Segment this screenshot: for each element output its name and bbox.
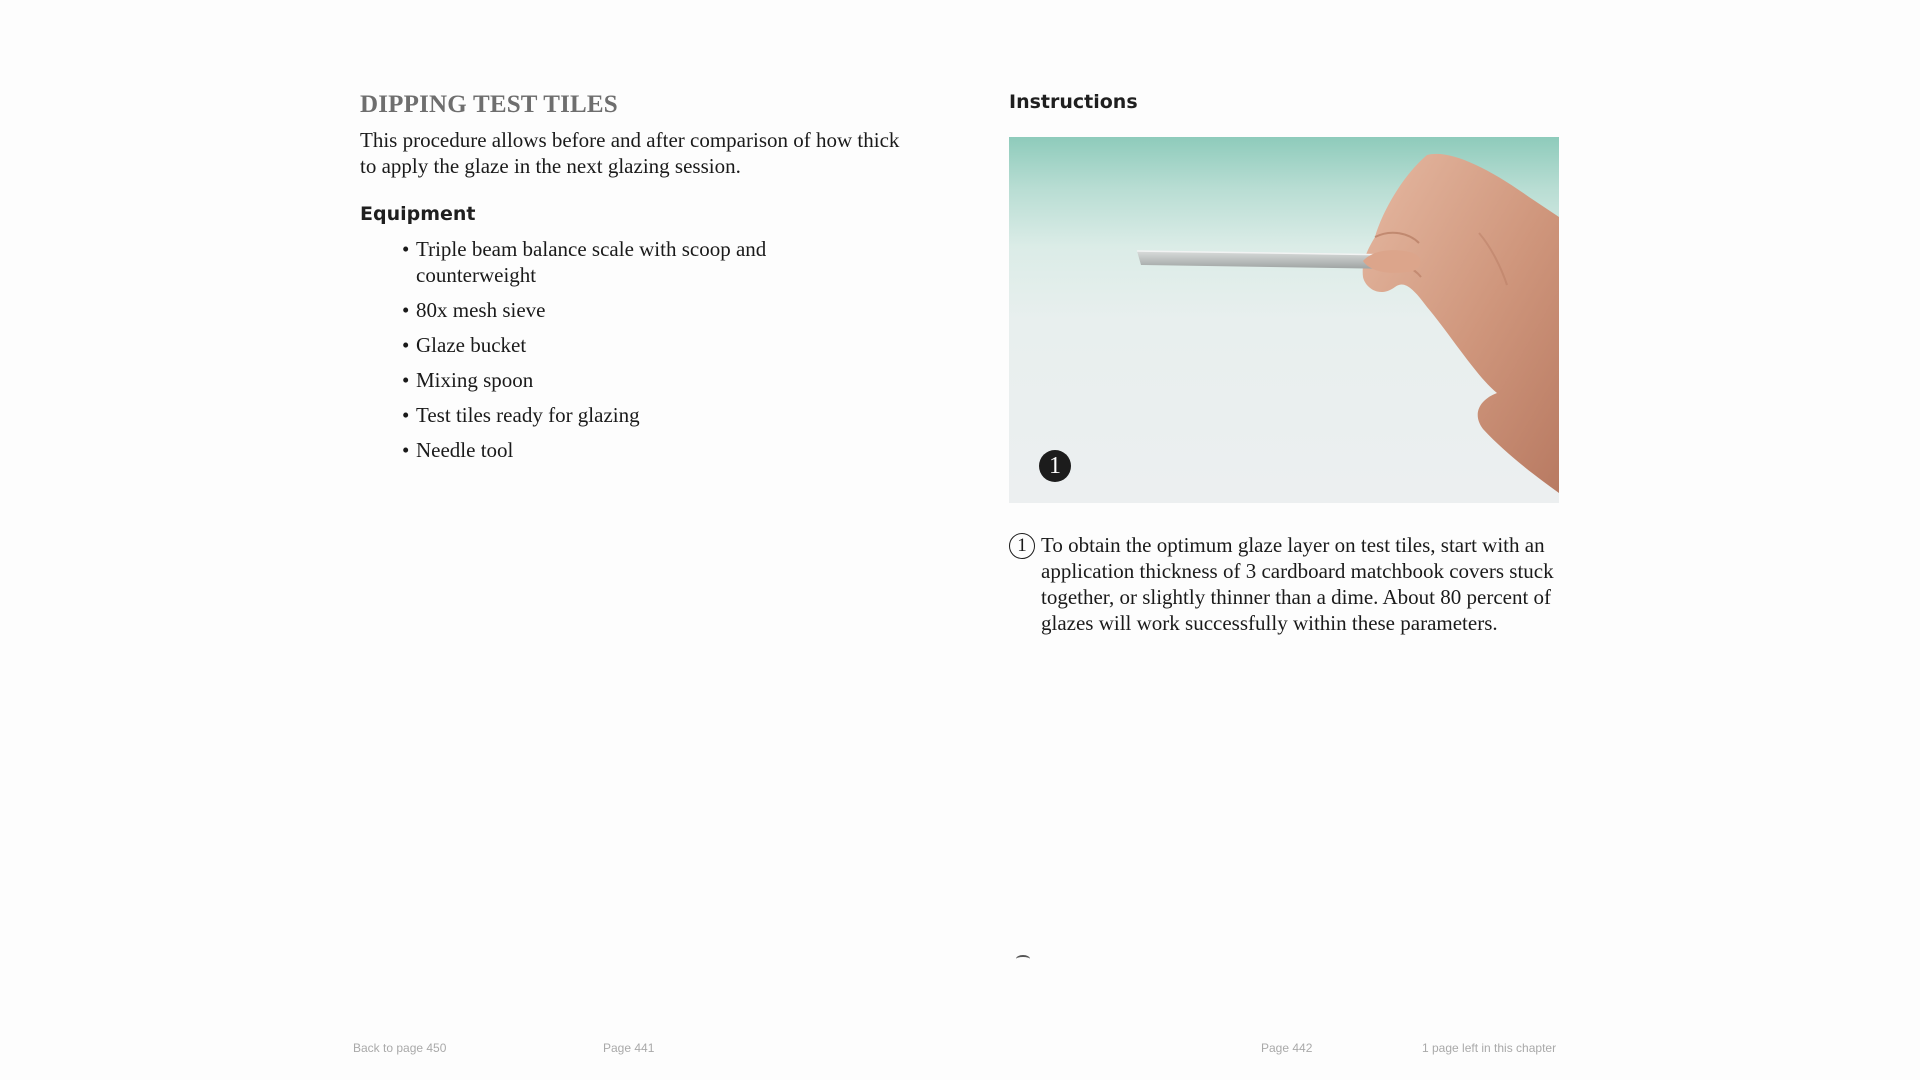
list-item [402, 236, 822, 288]
hand-holding-tile-illustration [1009, 137, 1559, 503]
equipment-item-label: Needle tool [416, 438, 514, 462]
equipment-item-label: 80x mesh sieve [416, 298, 546, 322]
equipment-list [402, 236, 822, 472]
partial-glyph-mark [1016, 955, 1030, 963]
left-page-number: Page 441 [603, 1041, 655, 1055]
bullet-icon: • [402, 298, 410, 322]
instruction-step [1009, 532, 1559, 636]
equipment-item-label: Mixing spoon [416, 368, 534, 392]
list-item [402, 332, 822, 358]
list-item [402, 402, 822, 428]
bullet-icon: • [402, 237, 410, 261]
bullet-icon: • [402, 403, 410, 427]
instruction-photo [1009, 137, 1559, 503]
instructions-heading: Instructions [1009, 91, 1138, 113]
bullet-icon: • [402, 368, 410, 392]
page-title: DIPPING TEST TILES [360, 91, 618, 118]
bullet-icon: • [402, 438, 410, 462]
bullet-icon: • [402, 333, 410, 357]
equipment-heading: Equipment [360, 203, 476, 225]
equipment-item-label: Triple beam balance scale with scoop and counterweight [416, 237, 767, 287]
back-to-page-link[interactable]: Back to page 450 [353, 1041, 447, 1055]
right-page [1009, 0, 1559, 1080]
equipment-item-label: Test tiles ready for glazing [416, 403, 640, 427]
list-item [402, 297, 822, 323]
step-number-icon: 1 [1009, 533, 1035, 559]
equipment-item-label: Glaze bucket [416, 333, 527, 357]
left-page [360, 0, 920, 1080]
list-item [402, 437, 822, 463]
photo-step-badge: 1 [1039, 450, 1071, 482]
intro-paragraph: This procedure allows before and after comparison of how thick to apply the glaze in the next glazing session. [360, 128, 900, 178]
pages-left-indicator: 1 page left in this chapter [1422, 1041, 1557, 1055]
list-item [402, 367, 822, 393]
step-text: To obtain the optimum glaze layer on test tiles, start with an application thickness of 3 cardboard matchbook covers stuck together, or slightly thinner than a dime. About 80 percent of glazes will work successfully within these parameters. [1041, 533, 1554, 635]
right-page-number: Page 442 [1261, 1041, 1313, 1055]
